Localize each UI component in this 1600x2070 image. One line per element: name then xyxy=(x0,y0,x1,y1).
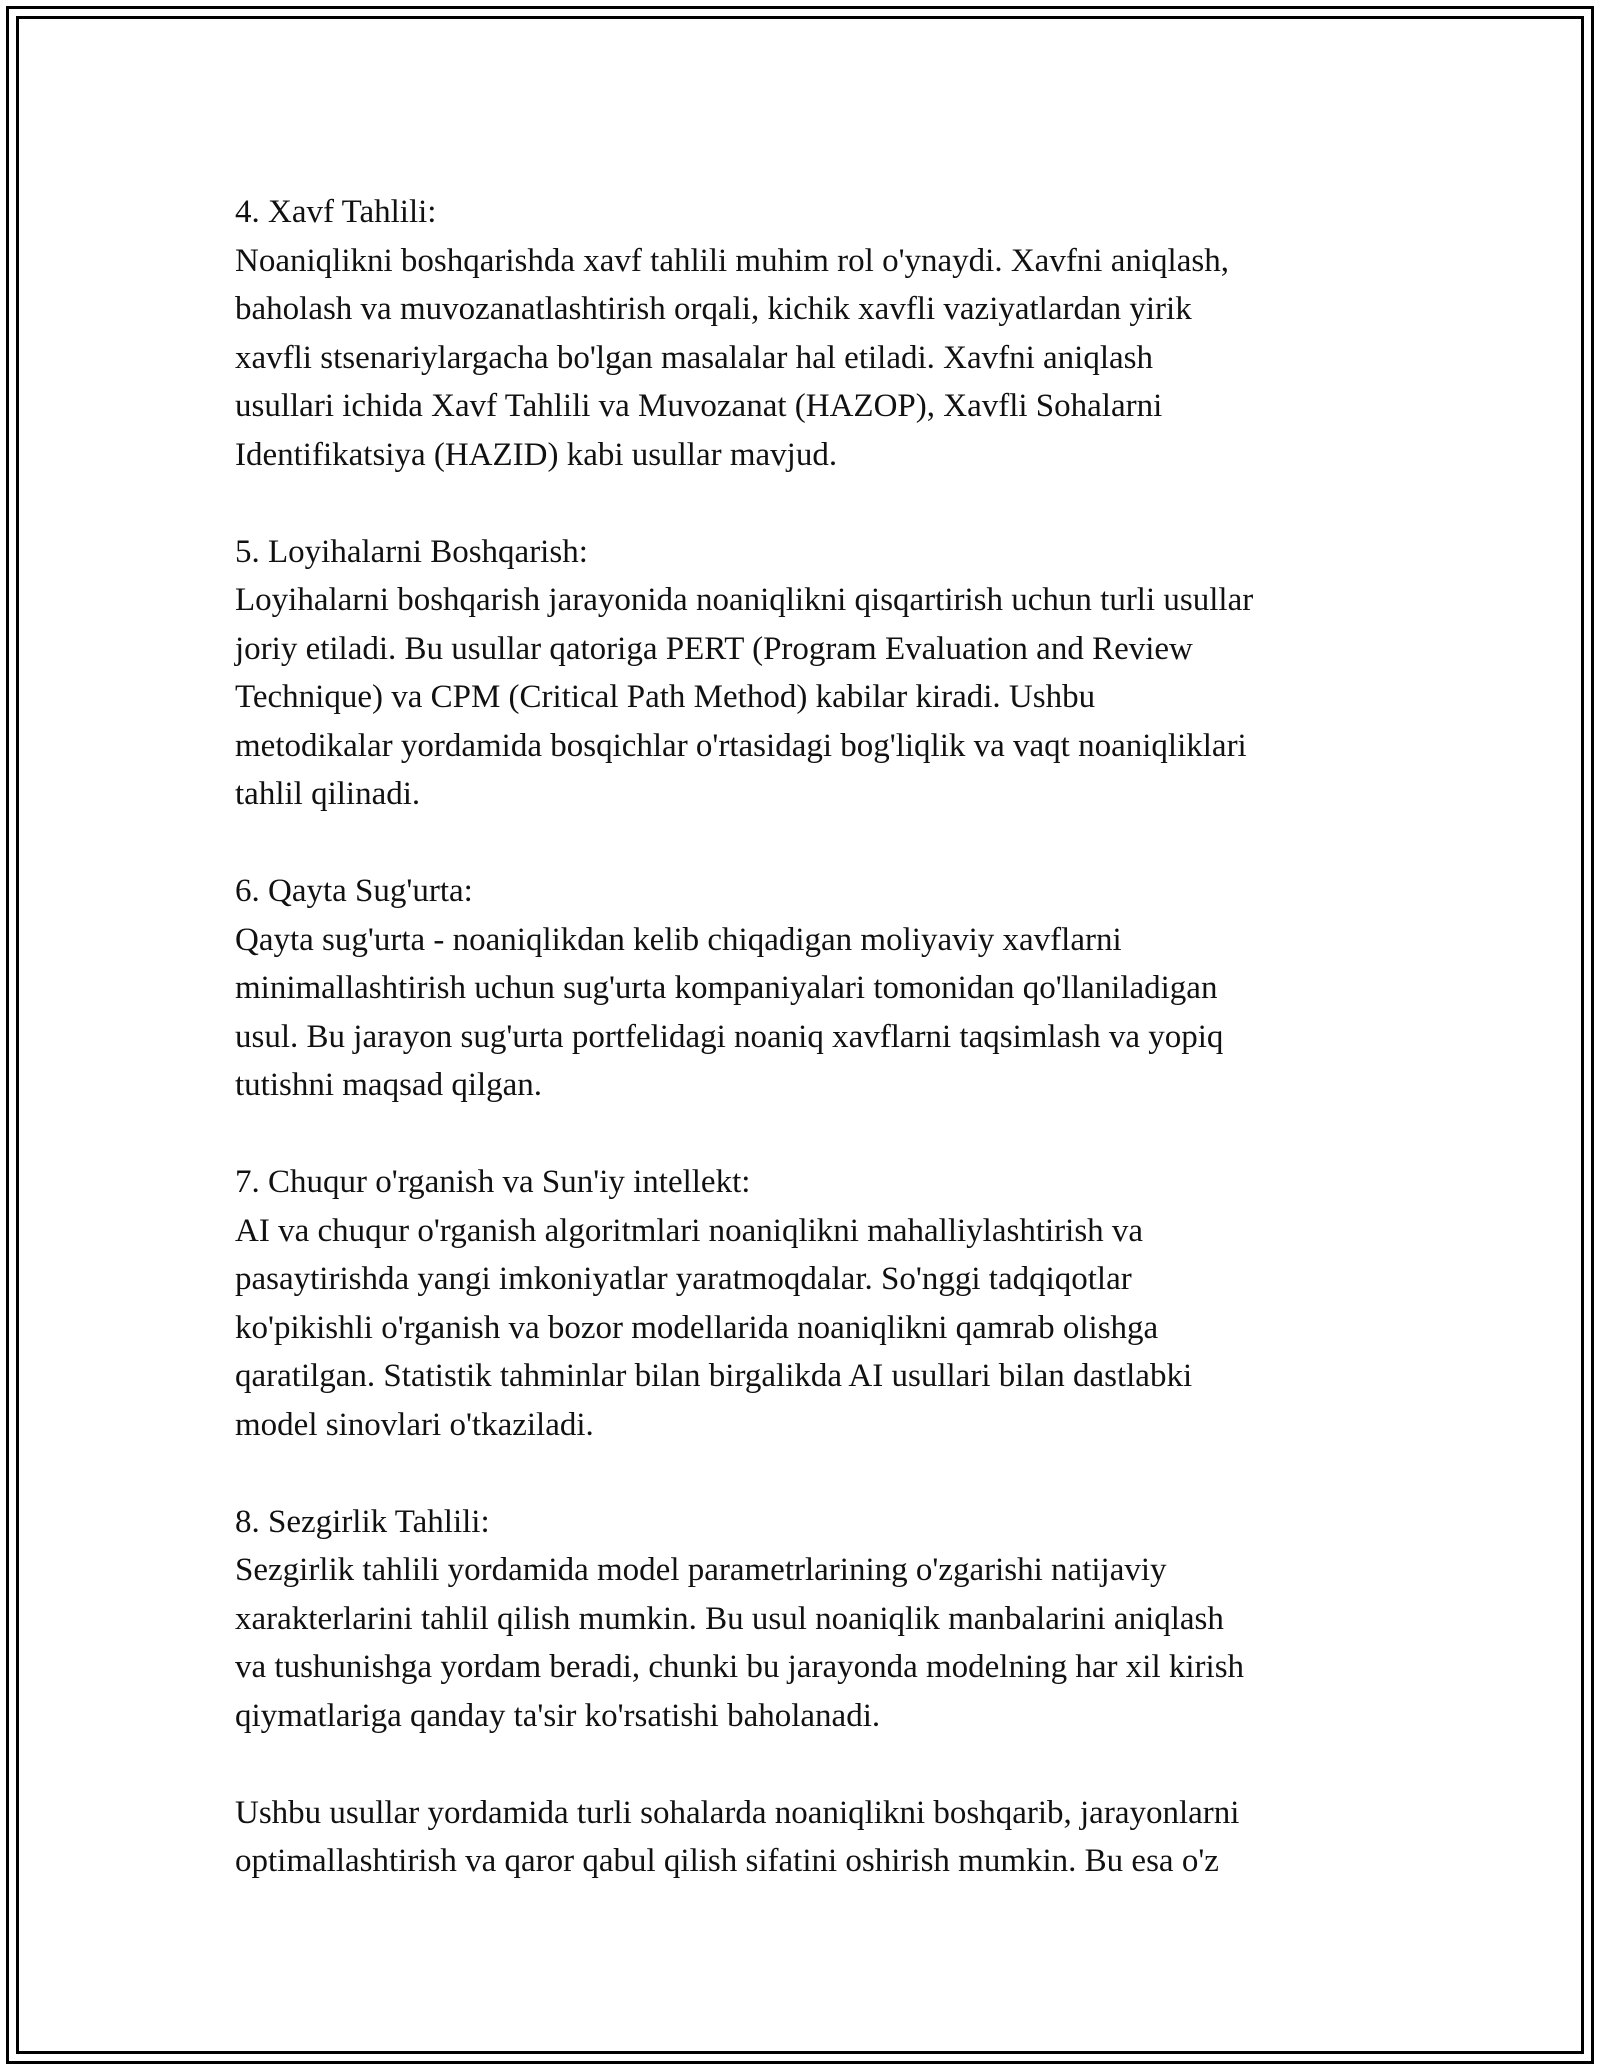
paragraph-line: usul. Bu jarayon sug'urta portfelidagi noaniq xavflarni taqsimlash va yopiq xyxy=(235,1018,1224,1055)
paragraph-line: ko'pikishli o'rganish va bozor modellarida noaniqlikni qamrab olishga xyxy=(235,1309,1159,1346)
paragraph-line: minimallashtirish uchun sug'urta kompaniyalari tomonidan qo'llaniladigan xyxy=(235,970,1218,1006)
paragraph-line: Technique) va CPM (Critical Path Method) kabilar kiradi. Ushbu xyxy=(235,679,1096,715)
paragraph-line: tutishni maqsad qilgan. xyxy=(235,1067,543,1103)
paragraph-line: Ushbu usullar yordamida turli sohalarda noaniqlikni boshqarib, jarayonlarni xyxy=(235,1794,1240,1831)
paragraph-line: Sezgirlik tahlili yordamida model parametrlarining o'zgarishi natijaviy xyxy=(235,1552,1167,1588)
section-heading: 5. Loyihalarni Boshqarish: xyxy=(235,533,588,570)
section-qayta-sugurta xyxy=(235,867,1385,1110)
paragraph-line: optimallashtirish va qaror qabul qilish sifatini oshirish mumkin. Bu esa o'z xyxy=(235,1843,1219,1879)
section-heading: 6. Qayta Sug'urta: xyxy=(235,873,473,909)
paragraph-line: AI va chuqur o'rganish algoritmlari noaniqlikni mahalliylashtirish va xyxy=(235,1212,1144,1249)
paragraph-line: xarakterlarini tahlil qilish mumkin. Bu usul noaniqlik manbalarini aniqlash xyxy=(235,1600,1224,1637)
paragraph-line: Noaniqlikni boshqarishda xavf tahlili muhim rol o'ynaydi. Xavfni aniqlash, xyxy=(235,242,1229,279)
paragraph-line: Qayta sug'urta - noaniqlikdan kelib chiqadigan moliyaviy xavflarni xyxy=(235,921,1122,958)
section-sezgirlik-tahlili xyxy=(235,1498,1385,1741)
paragraph-line: tahlil qilinadi. xyxy=(235,776,421,812)
paragraph-line: baholash va muvozanatlashtirish orqali, kichik xavfli vaziyatlardan yirik xyxy=(235,291,1192,327)
paragraph-line: qiymatlariga qanday ta'sir ko'rsatishi baholanadi. xyxy=(235,1697,881,1734)
section-loyihalarni-boshqarish xyxy=(235,528,1385,819)
section-xavf-tahlili xyxy=(235,188,1385,479)
section-heading: 8. Sezgirlik Tahlili: xyxy=(235,1503,490,1540)
closing-paragraph xyxy=(235,1789,1385,1886)
paragraph-line: metodikalar yordamida bosqichlar o'rtasidagi bog'liqlik va vaqt noaniqliklari xyxy=(235,727,1247,764)
paragraph-line: pasaytirishda yangi imkoniyatlar yaratmoqdalar. So'nggi tadqiqotlar xyxy=(235,1261,1132,1297)
paragraph-line: xavfli stsenariylargacha bo'lgan masalalar hal etiladi. Xavfni aniqlash xyxy=(235,339,1154,376)
section-heading: 7. Chuqur o'rganish va Sun'iy intellekt: xyxy=(235,1164,751,1200)
paragraph-line: joriy etiladi. Bu usullar qatoriga PERT (Program Evaluation and Review xyxy=(235,630,1193,667)
section-heading: 4. Xavf Tahlili: xyxy=(235,194,437,230)
paragraph-line: qaratilgan. Statistik tahminlar bilan birgalikda AI usullari bilan dastlabki xyxy=(235,1358,1193,1394)
paragraph-line: model sinovlari o'tkaziladi. xyxy=(235,1406,594,1443)
paragraph-line: usullari ichida Xavf Tahlili va Muvozanat (HAZOP), Xavfli Sohalarni xyxy=(235,388,1163,424)
section-chuqur-organish xyxy=(235,1158,1385,1449)
paragraph-line: Loyihalarni boshqarish jarayonida noaniqlikni qisqartirish uchun turli usullar xyxy=(235,582,1254,618)
document-body xyxy=(235,188,1385,1934)
paragraph-line: va tushunishga yordam beradi, chunki bu jarayonda modelning har xil kirish xyxy=(235,1649,1245,1685)
paragraph-line: Identifikatsiya (HAZID) kabi usullar mavjud. xyxy=(235,436,838,473)
